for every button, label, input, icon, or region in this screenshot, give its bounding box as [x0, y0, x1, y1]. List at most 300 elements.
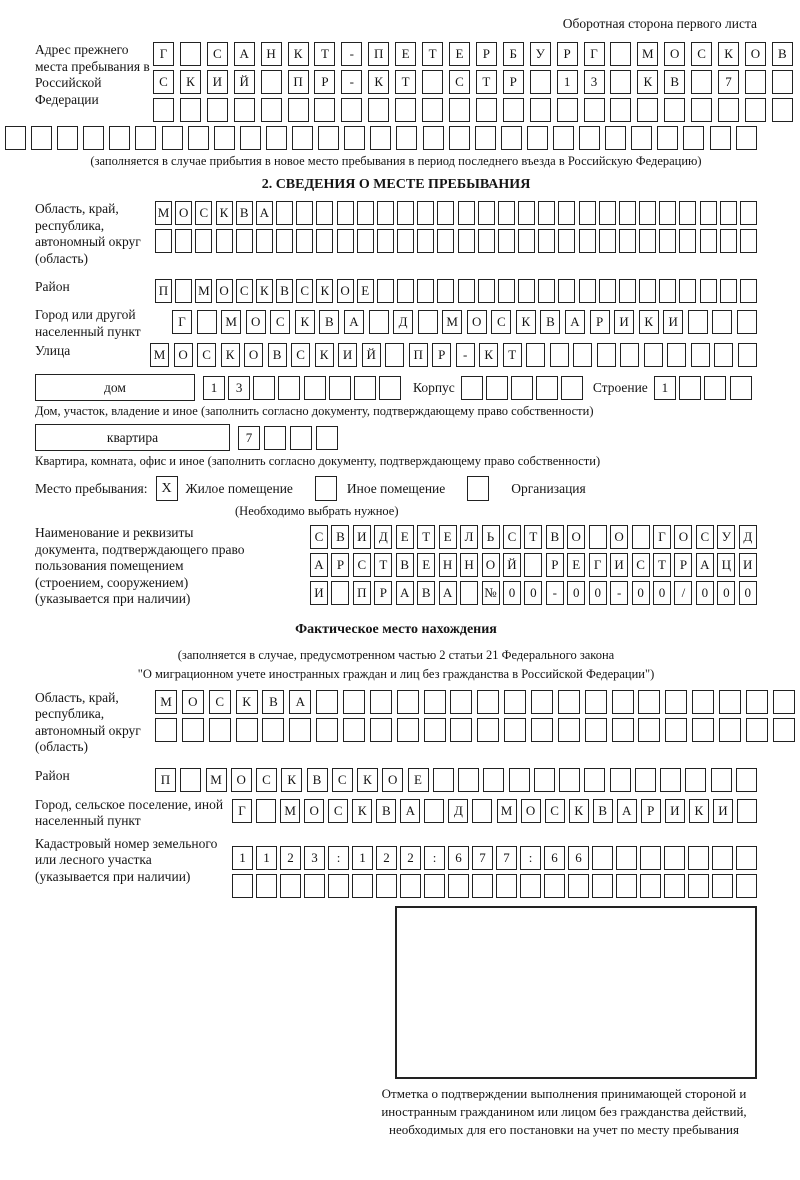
- char-box: К: [639, 310, 659, 334]
- char-row[interactable]: [238, 426, 338, 450]
- char-box: Т: [417, 525, 435, 549]
- char-row[interactable]: [232, 846, 757, 870]
- char-box: 2: [280, 846, 301, 870]
- char-box: [691, 98, 712, 122]
- char-box: К: [221, 343, 240, 367]
- char-box: Д: [374, 525, 392, 549]
- checkbox-org[interactable]: [467, 476, 489, 501]
- char-box: [534, 768, 555, 792]
- char-box: [175, 229, 192, 253]
- char-box: С: [153, 70, 174, 94]
- char-box: В: [417, 581, 435, 605]
- char-box: [370, 126, 391, 150]
- char-box: Д: [448, 799, 468, 823]
- char-box: [423, 126, 444, 150]
- ulitsa-block: [35, 343, 757, 367]
- char-box: [276, 201, 293, 225]
- char-box: [640, 846, 661, 870]
- char-box: В: [276, 279, 293, 303]
- char-box: С: [332, 768, 353, 792]
- char-box: [558, 279, 575, 303]
- char-box: [509, 768, 530, 792]
- char-box: [289, 718, 311, 742]
- char-box: [657, 126, 678, 150]
- stamp-area: [395, 906, 757, 1079]
- char-box: [214, 126, 235, 150]
- char-box: К: [315, 343, 334, 367]
- char-box: П: [155, 279, 172, 303]
- char-box: [155, 718, 177, 742]
- char-box: [712, 846, 733, 870]
- char-box: [476, 98, 497, 122]
- char-box: [736, 846, 757, 870]
- char-box: Т: [476, 70, 497, 94]
- char-box: О: [521, 799, 541, 823]
- char-box: [316, 229, 333, 253]
- char-box: [197, 310, 217, 334]
- prev-address-rows: [153, 42, 793, 122]
- char-box: [368, 98, 389, 122]
- prev-address-caption: (заполняется в случае прибытия в новое место пребывания в период последнего въезда в Российскую Федерацию): [90, 154, 702, 168]
- char-box: [511, 376, 533, 400]
- char-box: С: [197, 343, 216, 367]
- char-box: [256, 799, 276, 823]
- char-box: [612, 718, 634, 742]
- char-box: [772, 98, 793, 122]
- kvartira-box[interactable]: квартира: [35, 424, 230, 451]
- char-box: [536, 376, 558, 400]
- char-box: [424, 874, 445, 898]
- char-box: В: [376, 799, 396, 823]
- char-box: И: [663, 310, 683, 334]
- char-box: О: [246, 310, 266, 334]
- char-box: Т: [524, 525, 542, 549]
- char-box: И: [353, 525, 371, 549]
- char-box: [714, 343, 733, 367]
- char-box: [740, 279, 757, 303]
- char-box: [280, 874, 301, 898]
- char-box: [417, 229, 434, 253]
- fact-gorod-label: Город, сельское поселение, иной населенный пункт: [35, 796, 224, 828]
- char-box: [637, 98, 658, 122]
- char-box: [685, 768, 706, 792]
- char-box: О: [231, 768, 252, 792]
- char-row[interactable]: [153, 70, 793, 94]
- char-box: В: [540, 310, 560, 334]
- char-box: К: [256, 279, 273, 303]
- char-box: О: [482, 553, 500, 577]
- char-box: К: [689, 799, 709, 823]
- char-box: [477, 690, 499, 714]
- char-box: 0: [717, 581, 735, 605]
- char-box: [288, 98, 309, 122]
- char-box: [256, 229, 273, 253]
- char-box: А: [344, 310, 364, 334]
- char-box: [498, 201, 515, 225]
- char-row[interactable]: [654, 376, 752, 400]
- char-box: [504, 690, 526, 714]
- gorod-label: Город или другой населенный пункт: [35, 307, 141, 339]
- char-box: [592, 846, 613, 870]
- char-box: В: [268, 343, 287, 367]
- char-box: [503, 98, 524, 122]
- char-box: [207, 98, 228, 122]
- char-box: О: [467, 310, 487, 334]
- dom-box[interactable]: дом: [35, 374, 195, 401]
- char-box: М: [206, 768, 227, 792]
- char-box: [679, 201, 696, 225]
- char-row[interactable]: [203, 376, 401, 400]
- char-box: [679, 376, 701, 400]
- char-box: [659, 279, 676, 303]
- char-box: Е: [449, 42, 470, 66]
- char-box: [579, 279, 596, 303]
- char-box: И: [665, 799, 685, 823]
- char-box: [278, 376, 300, 400]
- char-box: Е: [395, 42, 416, 66]
- char-box: [458, 768, 479, 792]
- stamp-caption: Отметка о подтверждении выполнения принимающей стороной и иностранным гражданином или лицом без гражданства действий, необходимых для его постановки на учет по месту пребывания: [381, 1085, 747, 1137]
- char-box: [379, 376, 401, 400]
- char-box: [501, 126, 522, 150]
- char-box: Т: [422, 42, 443, 66]
- char-row[interactable]: [155, 201, 757, 225]
- char-box: Е: [567, 553, 585, 577]
- char-box: В: [331, 525, 349, 549]
- char-box: Т: [653, 553, 671, 577]
- char-box: [718, 98, 739, 122]
- char-row[interactable]: [232, 799, 757, 823]
- char-box: [619, 229, 636, 253]
- char-box: 7: [238, 426, 260, 450]
- char-box: [370, 690, 392, 714]
- char-box: [599, 201, 616, 225]
- char-box: [504, 718, 526, 742]
- char-box: [773, 718, 795, 742]
- char-box: [610, 70, 631, 94]
- char-row[interactable]: [153, 42, 793, 66]
- char-box: [518, 229, 535, 253]
- char-box: [290, 426, 312, 450]
- char-box: [632, 525, 650, 549]
- char-box: М: [155, 201, 172, 225]
- char-box: К: [281, 768, 302, 792]
- checkbox-inoe[interactable]: [315, 476, 337, 501]
- char-box: [180, 768, 201, 792]
- char-box: И: [610, 553, 628, 577]
- mesto-row: [35, 476, 757, 501]
- fact-oblast-block: [35, 690, 757, 756]
- char-box: [584, 98, 605, 122]
- char-box: -: [610, 581, 628, 605]
- char-box: [153, 98, 174, 122]
- oblast-rows: [155, 201, 757, 253]
- option-inoe-label: Иное помещение: [346, 480, 446, 496]
- char-box: [599, 279, 616, 303]
- char-box: [605, 126, 626, 150]
- char-box: [318, 126, 339, 150]
- char-box: [424, 799, 444, 823]
- char-box: А: [310, 553, 328, 577]
- char-box: 0: [503, 581, 521, 605]
- char-box: И: [310, 581, 328, 605]
- char-box: [568, 874, 589, 898]
- char-box: [558, 201, 575, 225]
- char-box: К: [316, 279, 333, 303]
- char-box: О: [304, 799, 324, 823]
- char-box: И: [207, 70, 228, 94]
- char-box: 7: [472, 846, 493, 870]
- char-box: С: [256, 768, 277, 792]
- char-box: К: [288, 42, 309, 66]
- char-box: М: [155, 690, 177, 714]
- char-box: [397, 201, 414, 225]
- char-box: В: [236, 201, 253, 225]
- fact-raion-label: Район: [35, 767, 70, 783]
- char-box: [740, 201, 757, 225]
- char-box: [343, 718, 365, 742]
- char-box: [644, 343, 663, 367]
- char-box: А: [565, 310, 585, 334]
- char-box: О: [664, 42, 685, 66]
- char-box: :: [520, 846, 541, 870]
- char-row[interactable]: [310, 581, 757, 605]
- char-box: Ц: [717, 553, 735, 577]
- char-box: [692, 718, 714, 742]
- char-box: С: [236, 279, 253, 303]
- char-box: [737, 799, 757, 823]
- char-box: [579, 229, 596, 253]
- prev-address-label: Адрес прежнего места пребывания в Российской Федерации: [35, 42, 150, 107]
- char-box: [553, 126, 574, 150]
- raion-block: [35, 279, 757, 303]
- char-box: [400, 874, 421, 898]
- char-box: [664, 846, 685, 870]
- char-row[interactable]: [232, 874, 757, 898]
- char-box: [679, 279, 696, 303]
- char-box: [579, 126, 600, 150]
- char-box: :: [328, 846, 349, 870]
- char-box: М: [195, 279, 212, 303]
- char-box: 0: [653, 581, 671, 605]
- char-box: [337, 229, 354, 253]
- char-box: С: [353, 553, 371, 577]
- option-org-label: Организация: [511, 480, 586, 496]
- char-box: [449, 98, 470, 122]
- char-box: -: [341, 70, 362, 94]
- char-box: [486, 376, 508, 400]
- char-box: [719, 690, 741, 714]
- char-box: [396, 126, 417, 150]
- char-box: [449, 126, 470, 150]
- char-row[interactable]: [155, 279, 757, 303]
- kvartira-row: [35, 424, 757, 451]
- char-box: [253, 376, 275, 400]
- char-box: [524, 553, 542, 577]
- char-box: [304, 376, 326, 400]
- char-box: [518, 279, 535, 303]
- char-row[interactable]: [461, 376, 583, 400]
- char-box: С: [696, 525, 714, 549]
- char-box: [424, 718, 446, 742]
- char-box: [296, 229, 313, 253]
- fact-title: Фактическое место нахождения: [295, 621, 497, 637]
- char-box: К: [295, 310, 315, 334]
- char-box: К: [236, 690, 258, 714]
- char-box: [745, 70, 766, 94]
- char-box: [261, 98, 282, 122]
- char-row[interactable]: [155, 690, 795, 714]
- char-box: [704, 376, 726, 400]
- char-box: 0: [696, 581, 714, 605]
- char-box: [738, 343, 757, 367]
- char-box: [531, 690, 553, 714]
- char-box: С: [545, 799, 565, 823]
- char-box: П: [288, 70, 309, 94]
- char-box: [433, 768, 454, 792]
- char-box: [460, 581, 478, 605]
- char-box: [188, 126, 209, 150]
- char-box: 1: [232, 846, 253, 870]
- char-box: К: [479, 343, 498, 367]
- char-box: [620, 343, 639, 367]
- char-box: С: [691, 42, 712, 66]
- char-box: [665, 690, 687, 714]
- char-row[interactable]: [172, 310, 757, 334]
- char-box: [182, 718, 204, 742]
- char-box: Й: [503, 553, 521, 577]
- char-row[interactable]: [5, 126, 757, 150]
- char-box: А: [400, 799, 420, 823]
- char-box: [236, 229, 253, 253]
- char-box: К: [516, 310, 536, 334]
- char-box: [31, 126, 52, 150]
- char-box: [639, 201, 656, 225]
- char-row[interactable]: [310, 553, 757, 577]
- char-box: [397, 279, 414, 303]
- char-box: М: [150, 343, 169, 367]
- char-box: [664, 874, 685, 898]
- char-box: [135, 126, 156, 150]
- char-row[interactable]: [150, 343, 757, 367]
- char-box: Р: [476, 42, 497, 66]
- char-box: Л: [460, 525, 478, 549]
- char-box: [712, 310, 732, 334]
- char-box: [417, 279, 434, 303]
- char-box: [584, 768, 605, 792]
- char-box: О: [216, 279, 233, 303]
- doc-label: Наименование и реквизиты документа, подтверждающего право пользования помещением (строением, сооружением) (указывается при наличии): [35, 525, 245, 606]
- char-box: [610, 98, 631, 122]
- char-box: [256, 874, 277, 898]
- char-box: №: [482, 581, 500, 605]
- char-box: [234, 98, 255, 122]
- char-box: Р: [557, 42, 578, 66]
- char-box: [679, 229, 696, 253]
- char-box: П: [155, 768, 176, 792]
- char-box: [316, 718, 338, 742]
- char-box: И: [614, 310, 634, 334]
- char-box: [773, 690, 795, 714]
- char-box: [538, 201, 555, 225]
- char-box: А: [256, 201, 273, 225]
- oblast-label: Область, край, республика, автономный округ (область): [35, 201, 141, 266]
- stroenie-label: Строение: [592, 379, 648, 395]
- char-box: [458, 279, 475, 303]
- char-box: 0: [589, 581, 607, 605]
- char-box: Е: [417, 553, 435, 577]
- char-box: [544, 874, 565, 898]
- char-row[interactable]: [155, 768, 757, 792]
- char-box: [437, 229, 454, 253]
- char-box: [616, 874, 637, 898]
- char-box: О: [567, 525, 585, 549]
- char-box: [665, 718, 687, 742]
- char-box: Т: [395, 70, 416, 94]
- char-box: [175, 279, 192, 303]
- char-box: [559, 768, 580, 792]
- char-row[interactable]: [155, 718, 795, 742]
- char-box: [162, 126, 183, 150]
- char-box: К: [637, 70, 658, 94]
- checkbox-zhiloe[interactable]: X: [156, 476, 178, 501]
- char-box: [461, 376, 483, 400]
- char-box: Н: [460, 553, 478, 577]
- char-box: С: [207, 42, 228, 66]
- char-box: 3: [304, 846, 325, 870]
- char-row[interactable]: [310, 525, 757, 549]
- char-box: [736, 768, 757, 792]
- char-box: [370, 718, 392, 742]
- char-box: К: [357, 768, 378, 792]
- char-box: Г: [172, 310, 192, 334]
- char-box: 3: [584, 70, 605, 94]
- char-box: [397, 229, 414, 253]
- char-row[interactable]: [153, 98, 793, 122]
- char-box: [589, 525, 607, 549]
- char-box: [745, 98, 766, 122]
- fact-gorod-block: [35, 797, 757, 830]
- char-box: [472, 799, 492, 823]
- char-box: И: [739, 553, 757, 577]
- char-box: [316, 426, 338, 450]
- char-box: [236, 718, 258, 742]
- char-box: 0: [524, 581, 542, 605]
- char-box: [478, 201, 495, 225]
- char-box: [610, 42, 631, 66]
- char-box: Д: [393, 310, 413, 334]
- raion-label: Район: [35, 279, 70, 294]
- char-box: [518, 201, 535, 225]
- char-box: У: [530, 42, 551, 66]
- char-box: [337, 201, 354, 225]
- char-box: [550, 343, 569, 367]
- char-box: [688, 874, 709, 898]
- char-box: С: [296, 279, 313, 303]
- char-box: [397, 718, 419, 742]
- char-box: 1: [256, 846, 277, 870]
- char-box: [209, 718, 231, 742]
- char-box: [720, 201, 737, 225]
- char-box: О: [174, 343, 193, 367]
- char-box: [772, 70, 793, 94]
- char-box: [700, 229, 717, 253]
- char-box: [304, 874, 325, 898]
- char-box: [240, 126, 261, 150]
- char-box: Т: [314, 42, 335, 66]
- char-box: 0: [739, 581, 757, 605]
- char-row[interactable]: [155, 229, 757, 253]
